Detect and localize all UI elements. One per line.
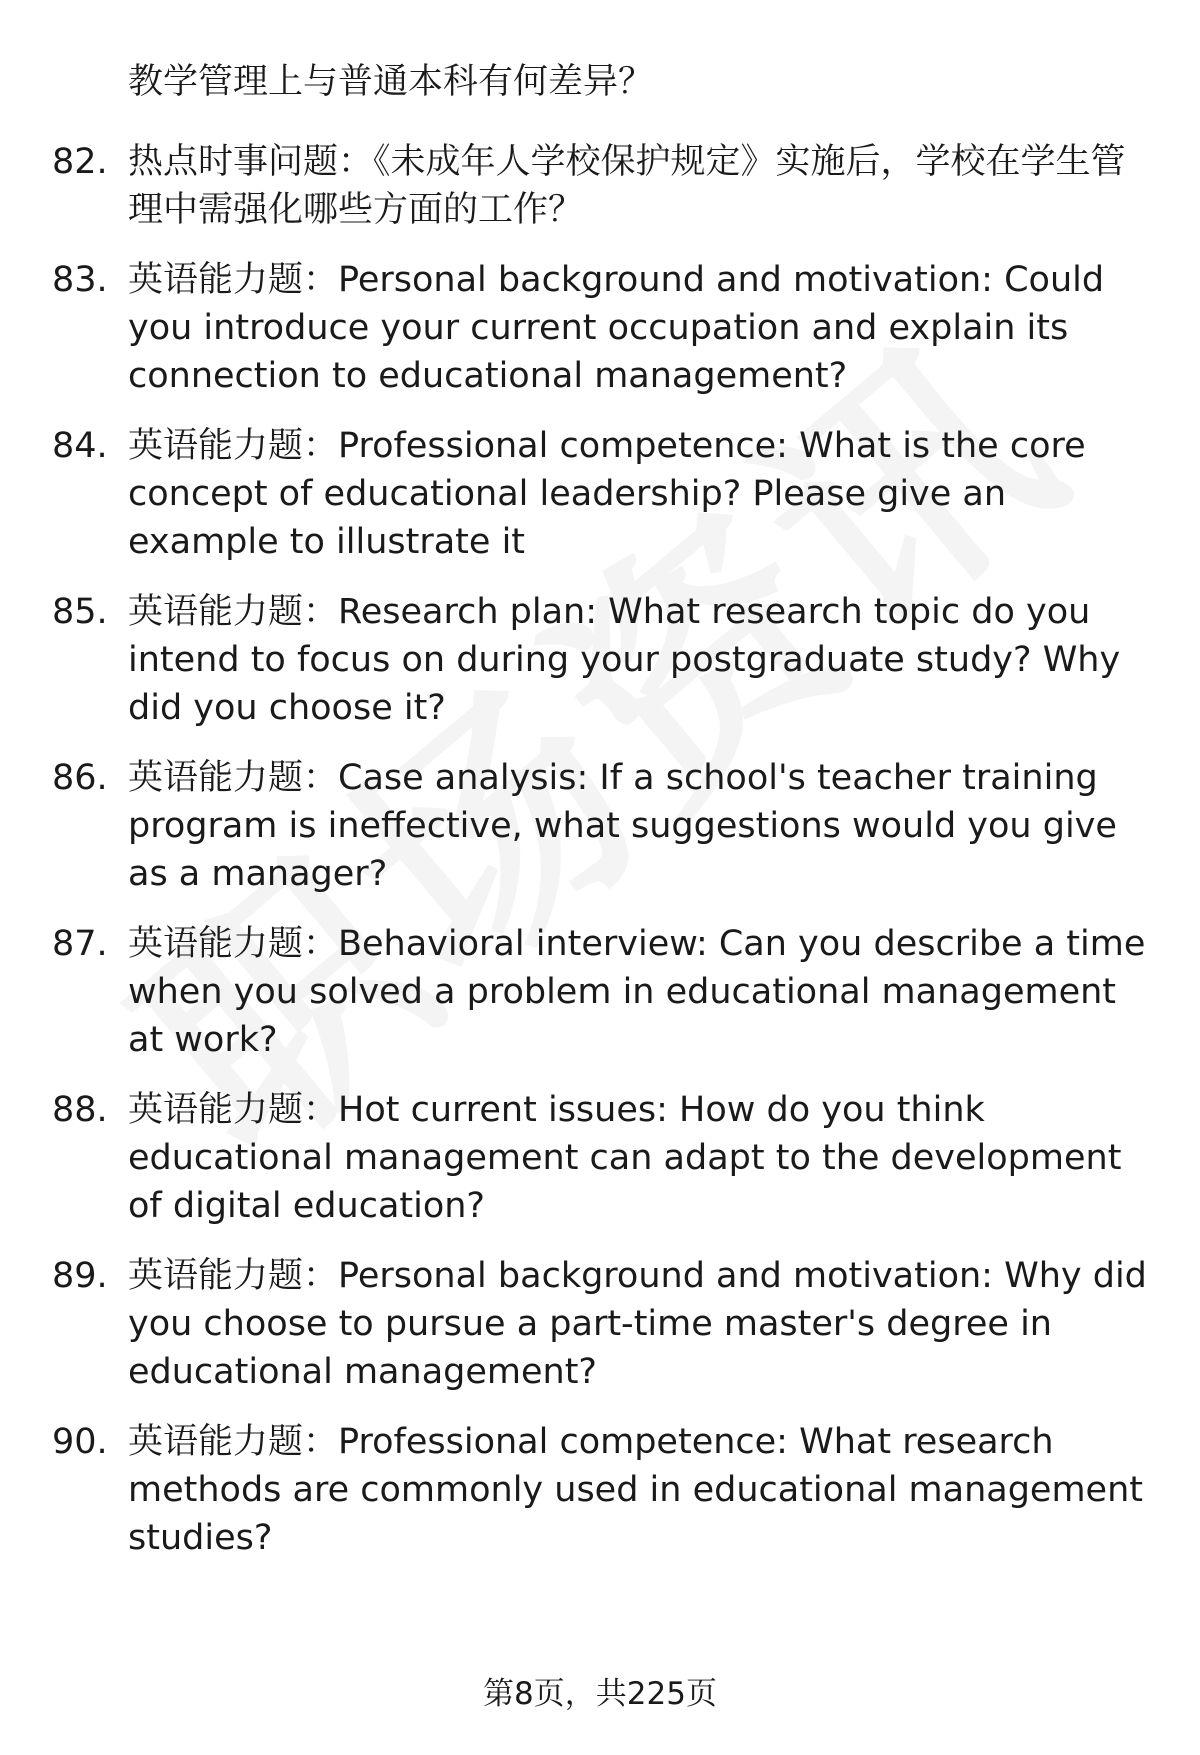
question-item-90 xyxy=(0,1418,1200,1562)
question-number: 84. xyxy=(52,426,108,466)
question-number: 83. xyxy=(52,260,108,300)
question-item-84 xyxy=(0,422,1200,566)
question-number: 90. xyxy=(52,1422,108,1462)
question-number: 89. xyxy=(52,1256,108,1296)
question-list xyxy=(0,138,1200,1584)
question-text: 英语能力题：Professional competence: What research methods are commonly used in educational management studies? xyxy=(128,1422,1143,1558)
question-number: 86. xyxy=(52,758,108,798)
question-item-87 xyxy=(0,920,1200,1064)
question-number: 82. xyxy=(52,142,108,182)
question-item-86 xyxy=(0,754,1200,898)
question-item-85 xyxy=(0,588,1200,732)
page-footer: 第8页，共225页 xyxy=(483,1676,717,1712)
question-text: 英语能力题：Hot current issues: How do you think educational management can adapt to the development of digital education? xyxy=(128,1090,1122,1226)
question-item-88 xyxy=(0,1086,1200,1230)
question-number: 87. xyxy=(52,924,108,964)
question-item-83 xyxy=(0,256,1200,400)
question-text: 英语能力题：Behavioral interview: Can you describe a time when you solved a problem in educational management at work? xyxy=(128,924,1146,1060)
question-text: 英语能力题：Case analysis: If a school's teacher training program is ineffective, what suggestions would you give as a manager? xyxy=(128,758,1117,894)
question-text: 英语能力题：Personal background and motivation: Could you introduce your current occupation and explain its connection to educational management? xyxy=(128,260,1105,396)
question-number: 88. xyxy=(52,1090,108,1130)
question-item-82 xyxy=(0,138,1200,234)
question-text: 热点时事问题：《未成年人学校保护规定》实施后，学校在学生管理中需强化哪些方面的工作？ xyxy=(128,142,1126,230)
question-text: 英语能力题：Personal background and motivation: Why did you choose to pursue a part-time master's degree in educational management? xyxy=(128,1256,1147,1392)
question-text: 英语能力题：Research plan: What research topic do you intend to focus on during your postgraduate study? Why did you choose it? xyxy=(128,592,1121,728)
continued-question-text: 教学管理上与普通本科有何差异？ xyxy=(128,62,654,102)
question-text: 英语能力题：Professional competence: What is the core concept of educational leadership? Please give an example to illustrate it xyxy=(128,426,1086,562)
question-item-89 xyxy=(0,1252,1200,1396)
question-number: 85. xyxy=(52,592,108,632)
